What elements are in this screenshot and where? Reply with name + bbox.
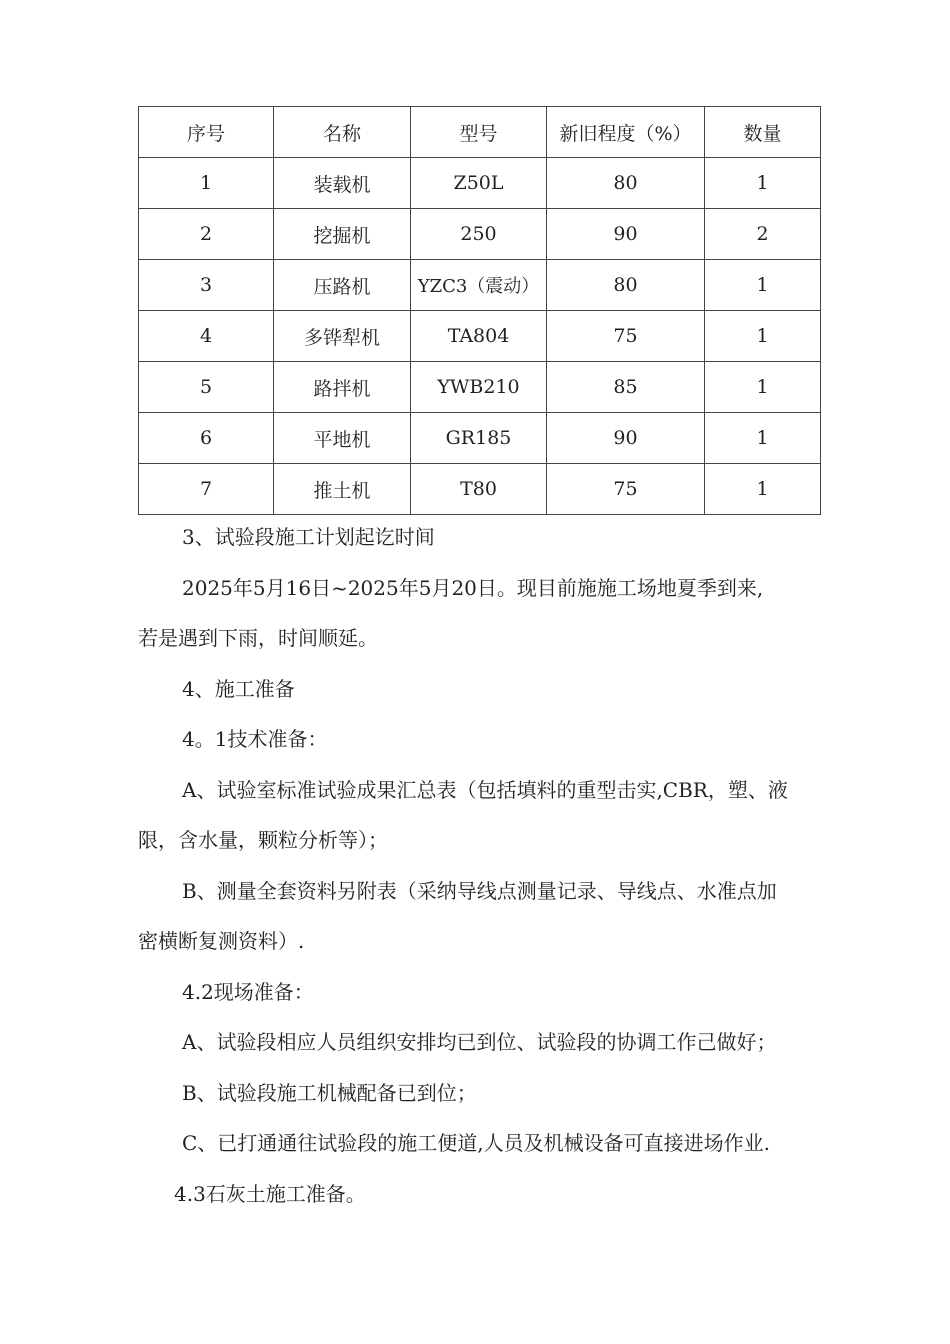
cell-name: 平地机 [274, 413, 411, 464]
cell-model: T80 [411, 464, 547, 515]
cell-condition: 80 [547, 260, 705, 311]
cell-condition: 90 [547, 413, 705, 464]
subsection-heading-lime-soil: 4.3石灰土施工准备。 [174, 1181, 366, 1206]
cell-quantity: 1 [705, 362, 821, 413]
header-serial: 序号 [139, 107, 274, 158]
cell-serial: 6 [139, 413, 274, 464]
paragraph-lab-summary-line2: 限，含水量，颗粒分析等）； [138, 828, 388, 852]
body-text [138, 512, 830, 1219]
cell-quantity: 1 [705, 311, 821, 362]
section-heading-schedule: 3、试验段施工计划起讫时间 [182, 525, 435, 549]
cell-serial: 1 [139, 158, 274, 209]
table-row [139, 260, 821, 311]
equipment-table [138, 106, 821, 515]
cell-serial: 7 [139, 464, 274, 515]
cell-model: GR185 [411, 413, 547, 464]
cell-model: 250 [411, 209, 547, 260]
header-model: 型号 [411, 107, 547, 158]
cell-quantity: 2 [705, 209, 821, 260]
cell-quantity: 1 [705, 260, 821, 311]
cell-condition: 80 [547, 158, 705, 209]
paragraph-survey-line1: B、测量全套资料另附表（采纳导线点测量记录、导线点、水准点加 [182, 878, 777, 903]
table-row [139, 311, 821, 362]
cell-quantity: 1 [705, 413, 821, 464]
paragraph-schedule-line2: 若是遇到下雨，时间顺延。 [138, 626, 378, 650]
table-header-row [139, 107, 821, 158]
table-row [139, 464, 821, 515]
cell-condition: 85 [547, 362, 705, 413]
cell-name: 多铧犁机 [274, 311, 411, 362]
cell-name: 推土机 [274, 464, 411, 515]
paragraph-schedule-line1: 2025年5月16日~2025年5月20日。现目前施施工场地夏季到来, [182, 575, 764, 600]
paragraph-lab-summary-line1: A、试验室标准试验成果汇总表（包括填料的重型击实,CBR，塑、液 [182, 777, 788, 802]
cell-serial: 5 [139, 362, 274, 413]
cell-quantity: 1 [705, 464, 821, 515]
table-row [139, 209, 821, 260]
section-heading-preparation: 4、施工准备 [182, 676, 295, 701]
table-row [139, 158, 821, 209]
cell-name: 挖掘机 [274, 209, 411, 260]
cell-condition: 75 [547, 464, 705, 515]
cell-name: 路拌机 [274, 362, 411, 413]
cell-condition: 90 [547, 209, 705, 260]
cell-model: YWB210 [411, 362, 547, 413]
cell-serial: 2 [139, 209, 274, 260]
cell-name: 装载机 [274, 158, 411, 209]
paragraph-survey-line2: 密横断复测资料）. [138, 929, 305, 953]
subsection-heading-site: 4.2现场准备： [182, 979, 314, 1004]
paragraph-site-a: A、试验段相应人员组织安排均已到位、试验段的协调工作己做好； [182, 1030, 777, 1054]
cell-serial: 4 [139, 311, 274, 362]
cell-condition: 75 [547, 311, 705, 362]
cell-name: 压路机 [274, 260, 411, 311]
cell-model: Z50L [411, 158, 547, 209]
cell-quantity: 1 [705, 158, 821, 209]
table-row [139, 413, 821, 464]
cell-serial: 3 [139, 260, 274, 311]
paragraph-site-b: B、试验段施工机械配备已到位； [182, 1080, 477, 1105]
cell-model: TA804 [411, 311, 547, 362]
header-name: 名称 [274, 107, 411, 158]
header-quantity: 数量 [705, 107, 821, 158]
table-row [139, 362, 821, 413]
paragraph-site-c: C、已打通通往试验段的施工便道,人员及机械设备可直接进场作业. [182, 1131, 771, 1155]
cell-model: YZC3（震动） [411, 260, 547, 311]
header-condition: 新旧程度（%） [547, 107, 705, 158]
subsection-heading-technical: 4。1技术准备： [182, 727, 328, 751]
